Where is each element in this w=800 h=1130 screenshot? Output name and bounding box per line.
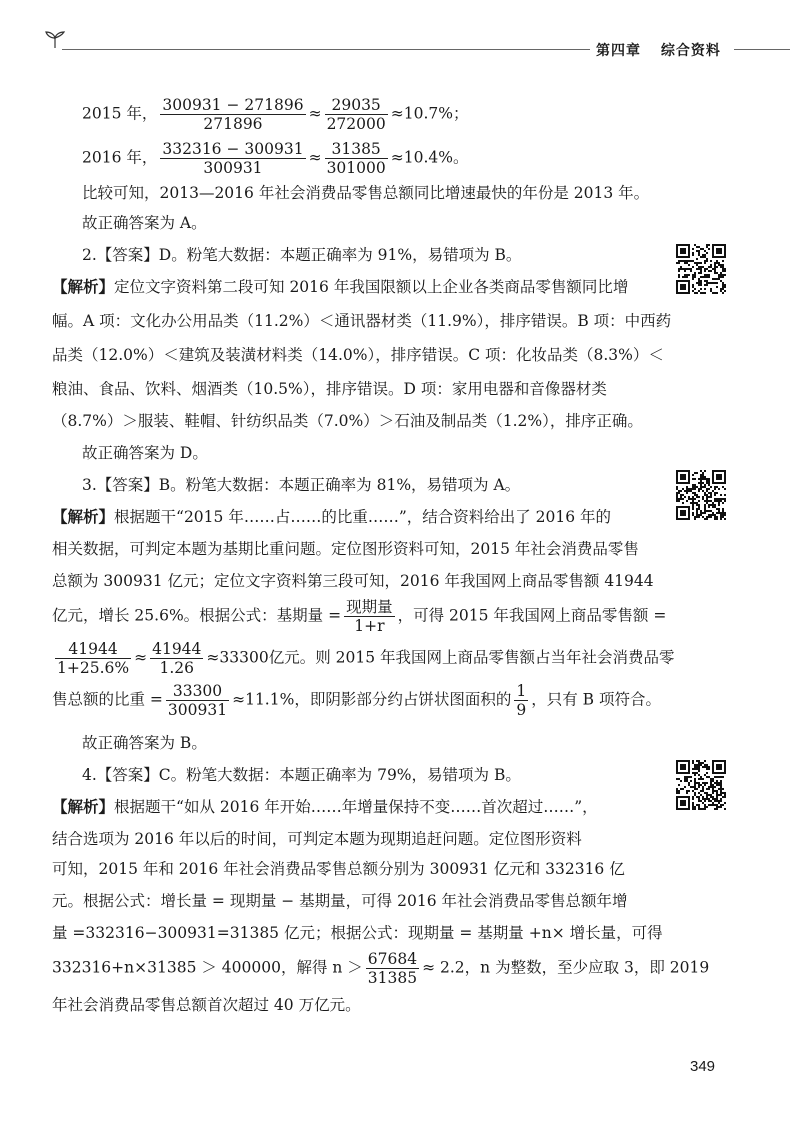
fraction: $\frac{67684}{31385}$	[367, 950, 418, 987]
q4-analysis-line: 【解析】根据题干“如从 2016 年开始……年增量保持不变……首次超过……”，	[52, 797, 598, 816]
fraction: $\frac{41944}{1.26}$	[152, 640, 202, 677]
q1-final: 故正确答案为 A。	[82, 214, 207, 232]
eq-label: 2016 年，	[82, 148, 158, 167]
leaf-icon	[44, 30, 66, 50]
q3-analysis-line: $\frac{41944}{1+25.6\%}$ ≈ $\frac{41944}{1.26}$ ≈33300亿元。则 2015 年我国网上商品零售额占当年社会消费品零	[57, 640, 675, 677]
q2-analysis-line: （8.7%）＞服装、鞋帽、针纺织品类（7.0%）＞石油及制品类（1.2%），排序正确。	[52, 412, 643, 430]
header-rule-right	[734, 49, 790, 50]
eq-2015: 2015 年， $\frac{300931 - 271896}{271896}$ ≈ $\frac{29035}{272000}$ ≈10.7%；	[82, 96, 469, 133]
q3-analysis-line: 总额为 300931 亿元；定位文字资料第三段可知，2016 年我国网上商品零售额 41944	[52, 572, 654, 590]
q2-analysis-line: 幅。A 项：文化办公用品类（11.2%）＜通讯器材类（11.9%），排序错误。B 项：中西药	[52, 312, 672, 330]
qr-code-icon[interactable]	[676, 470, 726, 520]
q4-analysis-line: 年社会消费品零售总额首次超过 40 万亿元。	[52, 996, 361, 1014]
fraction: $\frac{29035}{272000}$	[326, 96, 386, 133]
chapter-title: 综合资料	[660, 43, 721, 59]
fraction: $\frac{31385}{301000}$	[326, 140, 386, 177]
q2-answer: 2.【答案】D。粉笔大数据：本题正确率为 91%，易错项为 B。	[82, 246, 522, 264]
fraction: $\frac{332316 - 300931}{300931}$	[162, 140, 304, 177]
q3-analysis-line: 亿元，增长 25.6%。根据公式：基期量 = $\frac{\text{现期量}}{1+r}$ ，可得 2015 年我国网上商品零售额 =	[52, 598, 667, 635]
eq-2016: 2016 年， $\frac{332316 - 300931}{300931}$ ≈ $\frac{31385}{301000}$ ≈10.4%。	[82, 140, 469, 177]
q4-answer: 4.【答案】C。粉笔大数据：本题正确率为 79%，易错项为 B。	[82, 766, 521, 784]
q3-analysis-line: 【解析】根据题干“2015 年……占……的比重……”，结合资料给出了 2016 年的	[52, 507, 612, 526]
fraction: $\frac{\text{现期量}}{1+r}$	[346, 598, 393, 635]
q2-final: 故正确答案为 D。	[82, 444, 208, 462]
running-header	[596, 40, 735, 60]
q2-analysis-line: 【解析】定位文字资料第二段可知 2016 年我国限额以上企业各类商品零售额同比增	[52, 277, 629, 296]
q4-analysis-line: 可知，2015 年和 2016 年社会消费品零售总额分别为 300931 亿元和 332316 亿	[52, 860, 625, 878]
fraction: $\frac{1}{9}$	[516, 682, 527, 719]
page-number: 349	[690, 1058, 716, 1075]
fraction: $\frac{300931 - 271896}{271896}$	[162, 96, 304, 133]
qr-code-icon[interactable]	[676, 760, 726, 810]
fraction: $\frac{41944}{1+25.6\%}$	[57, 640, 130, 677]
q3-final: 故正确答案为 B。	[82, 734, 207, 752]
q3-analysis-line: 相关数据，可判定本题为基期比重问题。定位图形资料可知，2015 年社会消费品零售	[52, 540, 639, 558]
q4-analysis-line: 元。根据公式：增长量 = 现期量 − 基期量，可得 2016 年社会消费品零售总额年增	[52, 892, 628, 910]
q2-analysis-line: 粮油、食品、饮料、烟酒类（10.5%），排序错误。D 项：家用电器和音像器材类	[52, 380, 607, 398]
q3-answer: 3.【答案】B。粉笔大数据：本题正确率为 81%，易错项为 A。	[82, 476, 521, 494]
q2-analysis-line: 品类（12.0%）＜建筑及装潢材料类（14.0%），排序错误。C 项：化妆品类（8.3%）＜	[52, 346, 664, 364]
q4-analysis-line: 量 =332316−300931=31385 亿元；根据公式：现期量 = 基期量 +n× 增长量，可得	[52, 924, 663, 942]
fraction: $\frac{33300}{300931}$	[167, 682, 228, 719]
chapter-label: 第四章	[596, 43, 641, 59]
qr-code-icon[interactable]	[676, 244, 726, 294]
q3-analysis-line: 售总额的比重 = $\frac{33300}{300931}$ ≈11.1%，即阴影部分约占饼状图面积的 $\frac{1}{9}$ ，只有 B 项符合。	[52, 682, 661, 719]
q4-analysis-line: 332316+n×31385 ＞ 400000，解得 n ＞ $\frac{67684}{31385}$ ≈ 2.2，n 为整数，至少应取 3，即 2019	[52, 950, 710, 987]
q4-analysis-line: 结合选项为 2016 年以后的时间，可判定本题为现期追赶问题。定位图形资料	[52, 830, 582, 848]
q1-compare: 比较可知，2013—2016 年社会消费品零售总额同比增速最快的年份是 2013 年。	[82, 184, 650, 202]
eq-label: 2015 年，	[82, 104, 158, 123]
header-rule	[62, 49, 590, 50]
